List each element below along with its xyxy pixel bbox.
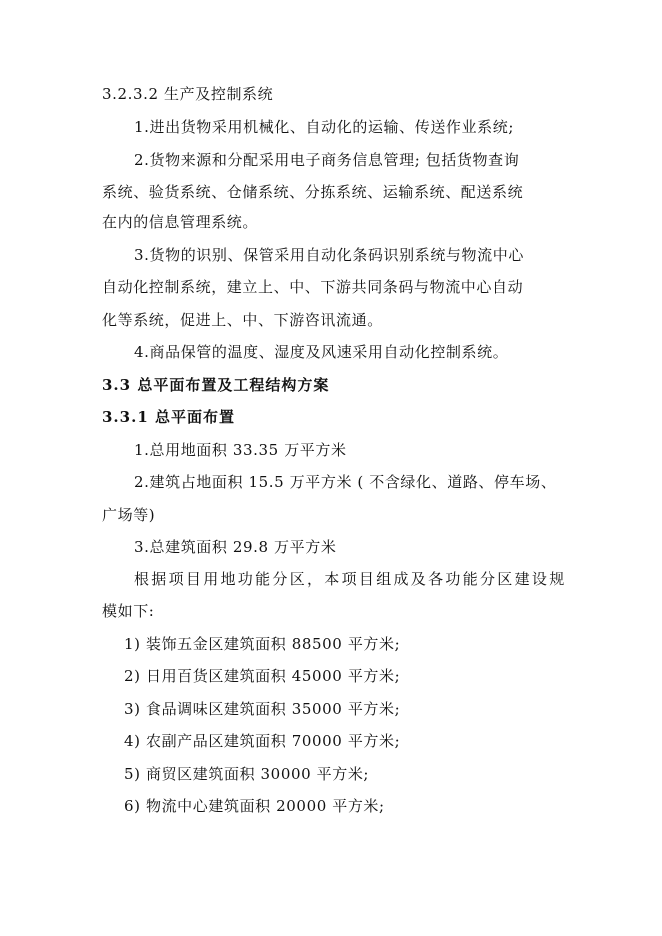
- list-item-2: 2) 日用百货区建筑面积 45000 平方米;: [124, 667, 401, 685]
- intro-paragraph-line-2: 模如下:: [102, 602, 155, 620]
- paragraph-item-3-line-1: 3.货物的识别、保管采用自动化条码识别系统与物流中心: [134, 246, 524, 264]
- section-heading-3-2-3-2: 3.2.3.2 生产及控制系统: [102, 85, 274, 103]
- section-heading-3-3-1: 3.3.1 总平面布置: [102, 408, 235, 426]
- paragraph-item-2-line-3: 在内的信息管理系统。: [102, 213, 259, 231]
- list-item-1: 1) 装饰五金区建筑面积 88500 平方米;: [124, 635, 401, 653]
- area-item-2-line-1: 2.建筑占地面积 15.5 万平方米 ( 不含绿化、道路、停车场、: [134, 473, 557, 491]
- paragraph-item-2-line-2: 系统、验货系统、仓储系统、分拣系统、运输系统、配送系统: [102, 183, 524, 201]
- paragraph-item-3-line-2: 自动化控制系统，建立上、中、下游共同条码与物流中心自动: [102, 278, 524, 296]
- intro-paragraph-line-1: 根据项目用地功能分区，本项目组成及各功能分区建设规: [134, 570, 567, 588]
- area-item-3: 3.总建筑面积 29.8 万平方米: [134, 538, 337, 556]
- section-heading-3-3: 3.3 总平面布置及工程结构方案: [102, 376, 330, 394]
- paragraph-item-2-line-1: 2.货物来源和分配采用电子商务信息管理; 包括货物查询: [134, 151, 520, 169]
- list-item-4: 4) 农副产品区建筑面积 70000 平方米;: [124, 732, 401, 750]
- paragraph-item-3-line-3: 化等系统，促进上、中、下游咨讯流通。: [102, 311, 383, 329]
- area-item-2-line-2: 广场等): [102, 506, 156, 524]
- list-item-3: 3) 食品调味区建筑面积 35000 平方米;: [124, 700, 401, 718]
- list-item-6: 6) 物流中心建筑面积 20000 平方米;: [124, 797, 385, 815]
- list-item-5: 5) 商贸区建筑面积 30000 平方米;: [124, 765, 370, 783]
- area-item-1: 1.总用地面积 33.35 万平方米: [134, 441, 347, 459]
- paragraph-item-4: 4.商品保管的温度、湿度及风速采用自动化控制系统。: [134, 343, 509, 361]
- paragraph-item-1: 1.进出货物采用机械化、自动化的运输、传送作业系统;: [134, 118, 514, 136]
